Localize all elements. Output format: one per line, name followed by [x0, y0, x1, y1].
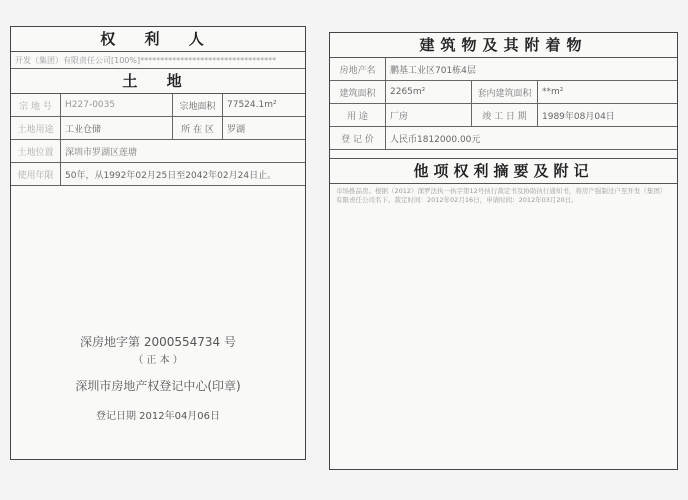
- land-location-value: 深圳市罗湖区莲塘: [65, 147, 138, 158]
- land-location-label: 土地位置: [11, 140, 61, 162]
- building-header: 建筑物及其附着物: [330, 33, 677, 58]
- owner-row: [11, 52, 305, 69]
- parcel-no-label: 宗 地 号: [11, 94, 61, 116]
- registration-date: 登记日期 2012年04月06日: [95, 411, 221, 422]
- district-label: 所 在 区: [173, 117, 223, 139]
- usage-label: 用 途: [330, 104, 386, 126]
- floor-area-value: 2265m²: [386, 81, 472, 103]
- completion-date-label: 竣 工 日 期: [472, 104, 538, 126]
- price-value: 人民币1812000.00元: [390, 134, 481, 145]
- table-row: [330, 127, 677, 150]
- parcel-no-value: H227-0035: [61, 94, 173, 116]
- usage-value: 厂房: [386, 104, 472, 126]
- table-row: [11, 140, 305, 163]
- owner-value: 开发（集团）有限责任公司[100%]**********************************: [15, 55, 277, 65]
- left-page: [10, 26, 306, 460]
- property-name-value: 鹏基工业区701栋4层: [390, 65, 476, 76]
- parcel-area-label: 宗地面积: [173, 94, 223, 116]
- floor-area-label: 建筑面积: [330, 81, 386, 103]
- land-use-label: 土地用途: [11, 117, 61, 139]
- parcel-area-value: 77524.1m²: [227, 100, 277, 110]
- district-value: 罗湖: [227, 124, 246, 135]
- property-name-label: 房地产名: [330, 58, 386, 80]
- notes-text: 市场推品房。根据（2012）深罗法执一执字第12号执行裁定书及协助执行通知书，将房产强制过户至开发（集团）有限责任公司名下。裁定时间：2012年02月16日，申请时间：2012年03月20日。: [336, 187, 667, 204]
- use-term-label: 使用年限: [11, 163, 61, 185]
- inner-area-value: **m²: [542, 87, 564, 97]
- certificate-number: 深房地字第 2000554734 号: [80, 335, 236, 349]
- price-label: 登 记 价: [330, 127, 386, 149]
- registry-authority: 深圳市房地产权登记中心(印章): [75, 379, 241, 393]
- table-row: [330, 81, 677, 104]
- use-term-value: 50年，从1992年02月25日至2042年02月24日止。: [65, 170, 277, 181]
- original-mark: （ 正 本 ）: [133, 355, 183, 366]
- land-use-value: 工业仓储: [61, 117, 173, 139]
- owner-header: 权 利 人: [11, 27, 305, 52]
- table-row: [11, 117, 305, 140]
- table-row: [330, 58, 677, 81]
- right-page: [329, 32, 678, 470]
- notes-header: 他项权利摘要及附记: [330, 158, 677, 184]
- table-row: [11, 163, 305, 186]
- land-header: 土 地: [11, 69, 305, 94]
- table-row: [11, 94, 305, 117]
- completion-date-value: 1989年08月04日: [542, 111, 615, 122]
- inner-area-label: 套内建筑面积: [472, 81, 538, 103]
- table-row: [330, 104, 677, 127]
